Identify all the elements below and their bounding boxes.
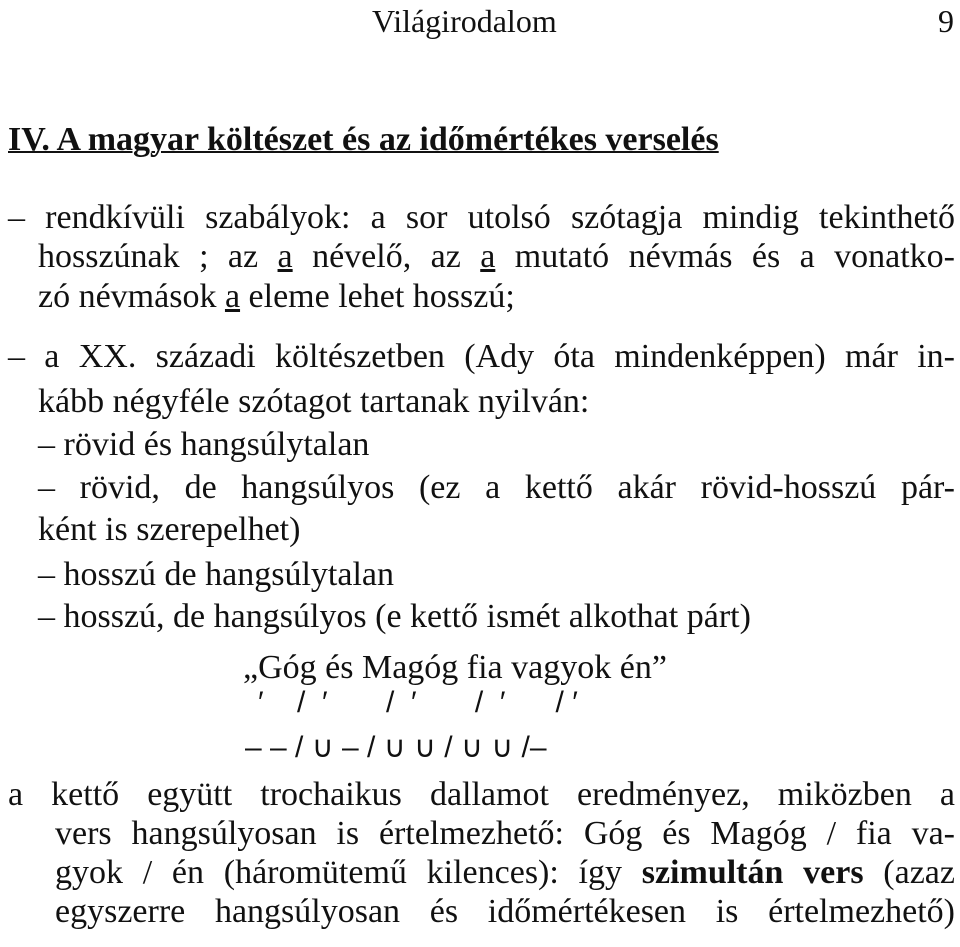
text-line bbox=[8, 336, 955, 378]
text-segment: egyszerre hangsúlyosan és időmértékesen is értelmezhető) bbox=[55, 893, 955, 930]
bold-term: szimultán vers bbox=[641, 854, 864, 891]
text-segment: – – / ∪ – / ∪ ∪ / ∪ ∪ /– bbox=[245, 731, 547, 764]
text-segment: „Góg és Magóg fia vagyok én” bbox=[243, 649, 667, 686]
text-line bbox=[38, 596, 751, 638]
text-line bbox=[55, 891, 955, 933]
text-segment: – a XX. századi költészetben (Ady óta mindenképpen) már in- bbox=[8, 338, 955, 375]
text-segment: eleme lehet hosszú; bbox=[240, 278, 515, 315]
text-segment: zó névmások bbox=[38, 278, 225, 315]
text-line bbox=[38, 276, 515, 318]
text-segment: – rendkívüli szabályok: a sor utolsó szótagja mindig tekinthető bbox=[8, 199, 955, 236]
text-segment: – rövid és hangsúlytalan bbox=[38, 426, 370, 463]
section-title: IV. A magyar költészet és az időmértékes verselés bbox=[8, 121, 719, 158]
text-line bbox=[38, 381, 589, 423]
underlined-word: a bbox=[480, 238, 496, 275]
text-segment: (azaz bbox=[863, 854, 955, 891]
text-segment: ként is szerepelhet) bbox=[38, 511, 301, 548]
text-segment: a kettő együtt trochaikus dallamot eredményez, miközben a bbox=[8, 776, 955, 813]
text-line bbox=[8, 774, 955, 816]
metrical-notation-line bbox=[245, 727, 547, 769]
text-line bbox=[38, 424, 369, 466]
text-line bbox=[38, 467, 955, 509]
text-line bbox=[55, 813, 955, 855]
running-header-title: Világirodalom bbox=[372, 3, 557, 39]
text-segment: – rövid, de hangsúlyos (ez a kettő akár rövid-hosszú pár- bbox=[38, 469, 955, 506]
text-segment: névelő, az bbox=[292, 238, 481, 275]
text-line bbox=[55, 852, 955, 894]
text-segment: hosszúnak ; az bbox=[38, 238, 278, 275]
text-line bbox=[38, 236, 955, 278]
underlined-word: a bbox=[277, 238, 293, 275]
text-line bbox=[38, 509, 300, 551]
text-segment: ′ / ′ / ′ / ′ / ′ bbox=[258, 686, 578, 719]
text-segment: kább négyféle szótagot tartanak nyilván: bbox=[38, 383, 590, 420]
text-segment: – hosszú, de hangsúlyos (e kettő ismét alkothat párt) bbox=[38, 598, 751, 635]
metrical-notation-line bbox=[258, 682, 578, 724]
text-segment: gyok / én (háromütemű kilences): így bbox=[55, 854, 642, 891]
text-line bbox=[8, 197, 955, 239]
underlined-word: a bbox=[224, 278, 241, 315]
text-segment: mutató névmás és a vonatko- bbox=[495, 238, 956, 275]
text-segment: vers hangsúlyosan is értelmezhető: Góg és Magóg / fia va- bbox=[55, 815, 955, 852]
page-number: 9 bbox=[938, 3, 954, 39]
text-line bbox=[38, 554, 394, 596]
text-segment: – hosszú de hangsúlytalan bbox=[38, 556, 394, 593]
